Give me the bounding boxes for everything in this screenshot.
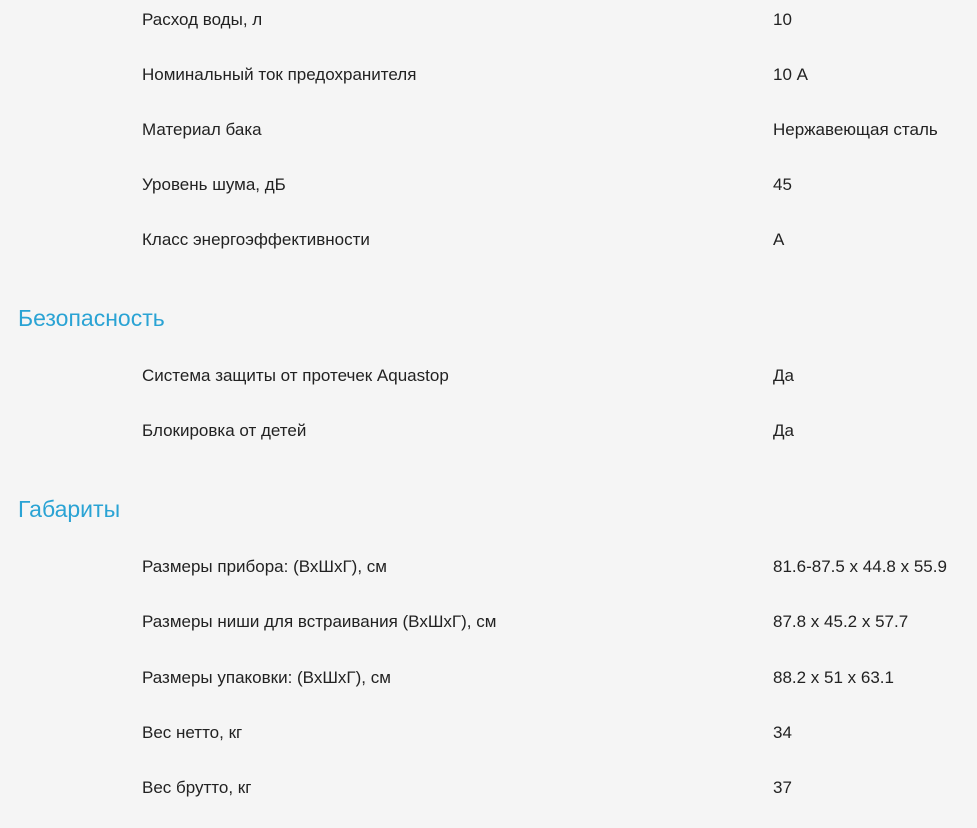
spec-row-child-lock <box>0 419 977 443</box>
section-title-safety: Безопасность <box>18 305 165 331</box>
spec-row-net-weight <box>0 721 977 745</box>
spec-value: 81.6-87.5 x 44.8 x 55.9 <box>773 557 947 576</box>
spec-label: Класс энергоэффективности <box>142 230 370 249</box>
spec-row-niche-size <box>0 610 977 634</box>
spec-row-device-size <box>0 555 977 579</box>
spec-value: 10 <box>773 10 792 29</box>
spec-label: Блокировка от детей <box>142 421 307 440</box>
spec-row-package-size <box>0 666 977 690</box>
spec-label: Расход воды, л <box>142 10 263 29</box>
spec-label: Система защиты от протечек Aquastop <box>142 366 449 385</box>
spec-label: Размеры упаковки: (ВхШхГ), см <box>142 668 391 687</box>
spec-value: Да <box>773 421 794 440</box>
spec-value: 10 А <box>773 65 808 84</box>
spec-label: Размеры ниши для встраивания (ВхШхГ), см <box>142 612 497 631</box>
spec-row-water-consumption <box>0 8 977 32</box>
spec-value: 45 <box>773 175 792 194</box>
spec-label: Вес нетто, кг <box>142 723 243 742</box>
spec-row-gross-weight <box>0 776 977 800</box>
spec-row-energy-class <box>0 228 977 252</box>
spec-label: Номинальный ток предохранителя <box>142 65 417 84</box>
spec-label: Материал бака <box>142 120 262 139</box>
spec-value: 37 <box>773 778 792 797</box>
spec-value: Нержавеющая сталь <box>773 120 938 139</box>
spec-value: 34 <box>773 723 792 742</box>
spec-label: Уровень шума, дБ <box>142 175 286 194</box>
spec-value: Да <box>773 366 794 385</box>
spec-label: Вес брутто, кг <box>142 778 252 797</box>
spec-label: Размеры прибора: (ВхШхГ), см <box>142 557 387 576</box>
spec-row-aquastop <box>0 364 977 388</box>
section-title-dimensions: Габариты <box>18 496 121 522</box>
spec-value: 88.2 x 51 x 63.1 <box>773 668 894 687</box>
spec-value: 87.8 x 45.2 x 57.7 <box>773 612 909 631</box>
spec-row-noise-level <box>0 173 977 197</box>
spec-row-fuse-current <box>0 63 977 87</box>
spec-value: А <box>773 230 785 249</box>
spec-row-tank-material <box>0 118 977 142</box>
